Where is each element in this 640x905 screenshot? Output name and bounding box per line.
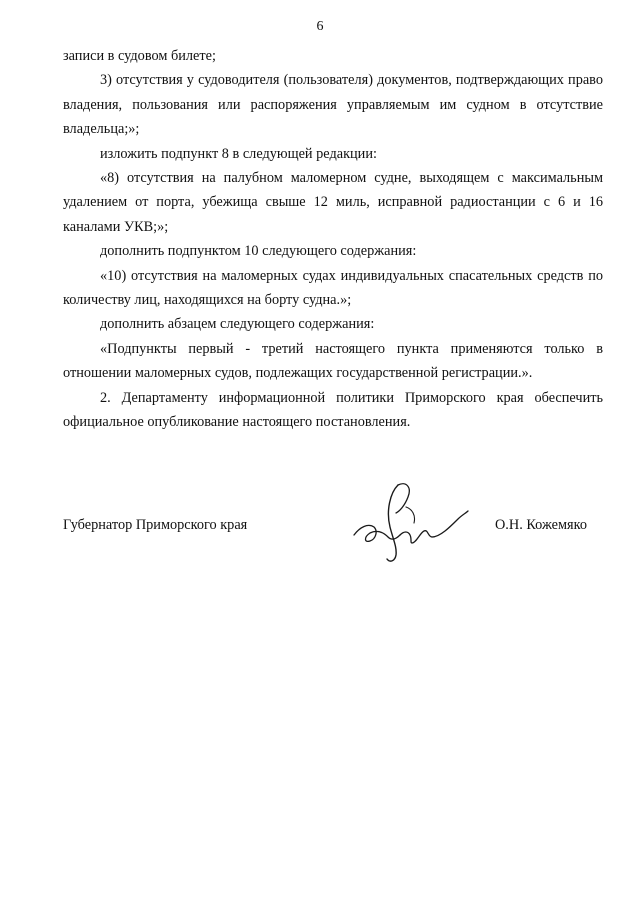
handwritten-signature [350,477,470,567]
signature-block [63,505,603,565]
document-body [63,44,603,435]
signer-title: Губернатор Приморского края [63,517,248,533]
signer-name: О.Н. Кожемяко [494,517,587,533]
paragraph-add-clause: дополнить абзацем следующего содержания: [100,316,375,333]
paragraph-amend-subitem-8: изложить подпункт 8 в следующей редакции: [100,145,377,162]
paragraph-add-subitem-10: дополнить подпунктом 10 следующего содержания: [100,243,417,260]
paragraph-subitem-8: «8) отсутствия на палубном маломерном судне, выходящем с максимальным удалением от порта, убежища свыше 12 миль, исправной радиостанции с 6 и 16 каналами УКВ;»; [63,170,603,235]
paragraph-item-2: 2. Департаменту информационной политики Приморского края обеспечить официальное опубликование настоящего постановления. [63,389,603,431]
paragraph-continuation: записи в судовом билете; [63,48,216,64]
paragraph-clause-text: «Подпункты первый - третий настоящего пункта применяются только в отношении маломерных судов, подлежащих государственной регистрации.». [63,340,603,382]
paragraph-subitem-3: 3) отсутствия у судоводителя (пользователя) документов, подтверждающих право владения, пользования или распоряжения управляемым им судном в отсутствие владельца;»; [63,72,603,138]
page-number: 6 [316,19,324,34]
paragraph-subitem-10: «10) отсутствия на маломерных судах индивидуальных спасательных средств по количеству лиц, находящихся на борту судна.»; [63,267,603,309]
